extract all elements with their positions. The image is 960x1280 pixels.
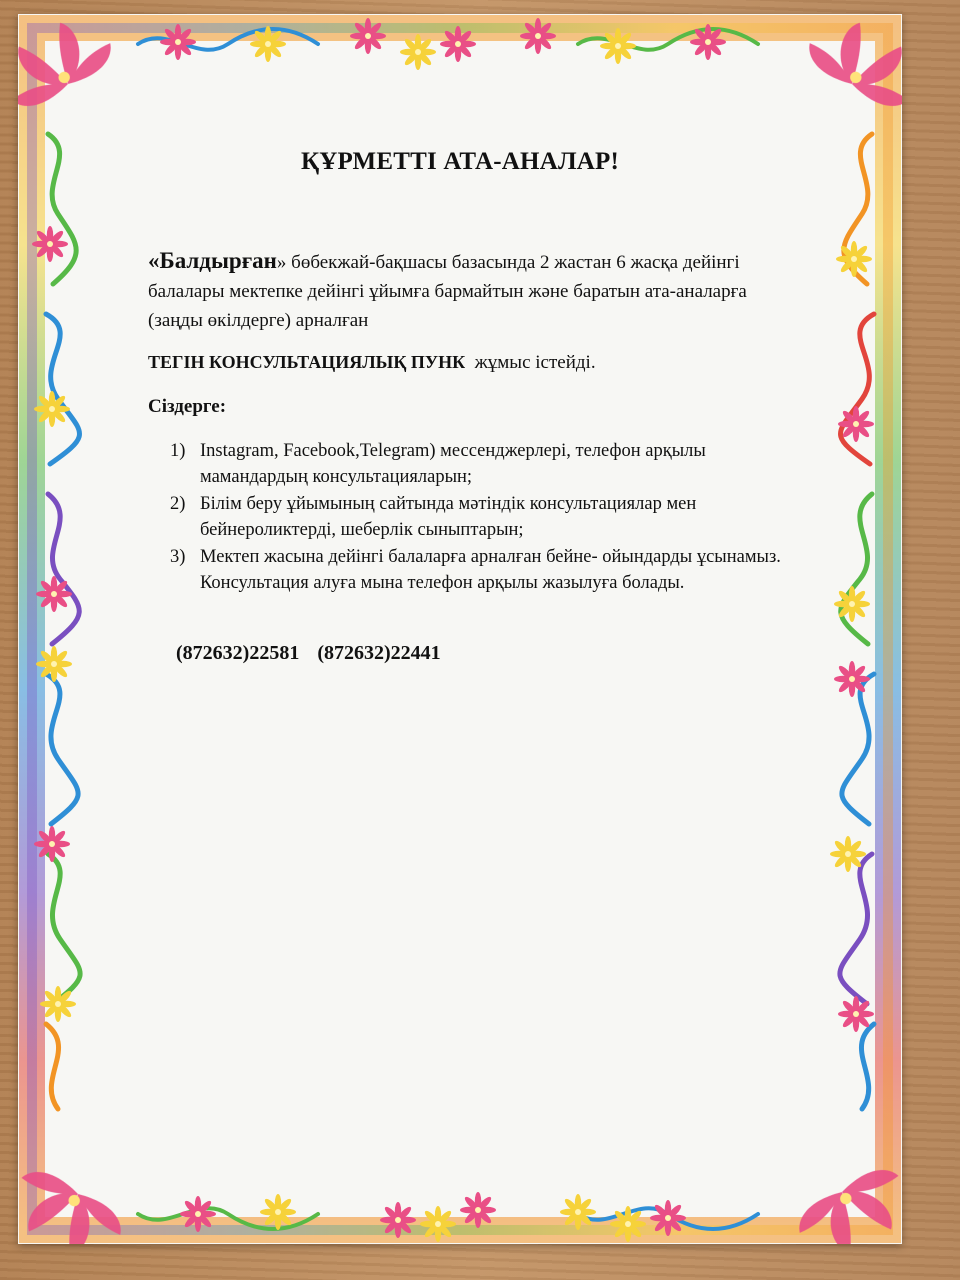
intro-text: » бөбекжай-бақшасы базасында 2 жастан 6 жасқа дейінгі балалары мектепке дейінгі ұйымға бармайтын және баратын ата-аналарға (заңды өкілдерге) арналған: [148, 252, 747, 331]
free-consultation-heading: ТЕГІН КОНСУЛЬТАЦИЯЛЫҚ ПУНК: [148, 352, 466, 372]
list-item-text: Мектеп жасына дейінгі балаларға арналған бейне- ойындарды ұсынамыз. Консультация алуға мына телефон арқылы жазылуға болады.: [200, 547, 781, 593]
list-item-text: Instagram, Facebook,Telegram) мессенджерлері, телефон арқылы мамандардың консультацияларын;: [200, 441, 706, 487]
services-heading: Сіздерге:: [148, 396, 227, 417]
free-consultation-line: [148, 352, 788, 374]
phone-numbers: [176, 642, 441, 665]
page-title: ҚҰРМЕТТІ АТА-АНАЛАР!: [300, 148, 620, 175]
list-item-number: 1): [170, 441, 186, 461]
list-item: [170, 491, 790, 543]
list-item: [170, 438, 790, 490]
phone-number-1: (872632)22581: [176, 642, 300, 664]
intro-paragraph: [148, 246, 788, 335]
list-item-number: 2): [170, 494, 186, 514]
list-item: [170, 544, 790, 596]
kindergarten-name: «Балдырған: [148, 248, 277, 273]
poster-sheet: [18, 14, 902, 1244]
list-item-number: 3): [170, 547, 186, 567]
poster-content: [18, 14, 902, 1244]
phone-number-2: (872632)22441: [317, 642, 441, 664]
free-consultation-rest: жұмыс істейді.: [474, 352, 596, 373]
services-list: [170, 438, 790, 597]
list-item-text: Білім беру ұйымының сайтында мәтіндік консультациялар мен бейнероликтерді, шеберлік сыныптарын;: [200, 494, 697, 540]
